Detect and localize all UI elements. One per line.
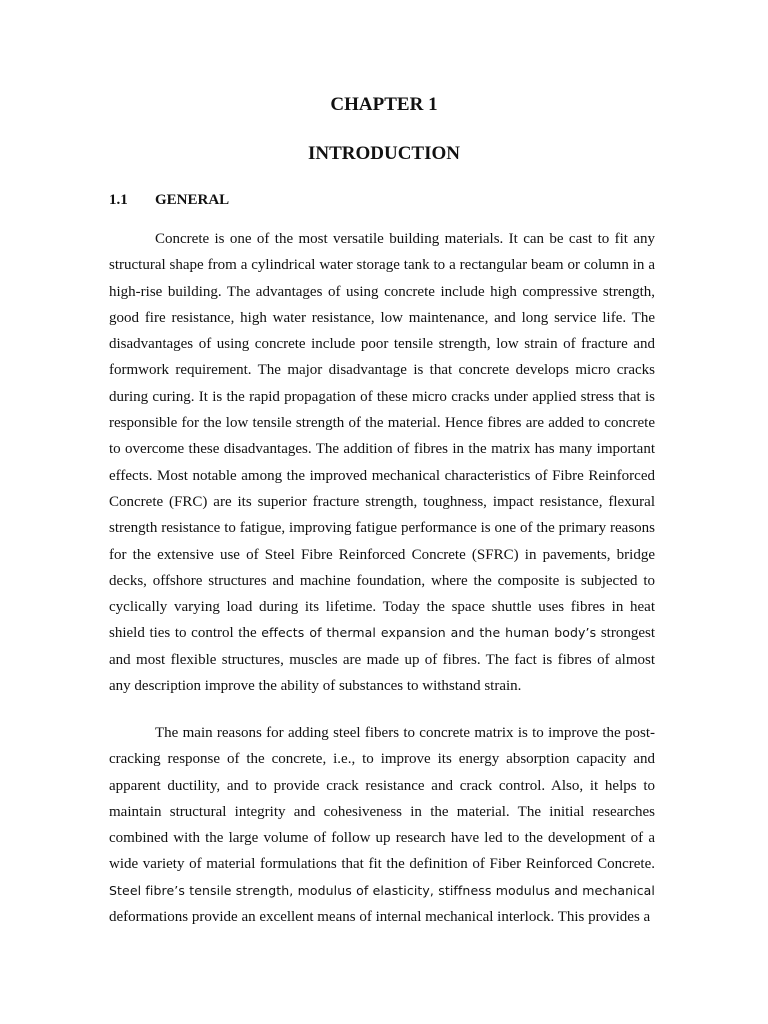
paragraph-1-sans-run: effects of thermal expansion and the human body’s — [261, 625, 597, 641]
paragraph-1-text-b: strongest and most flexible structures, muscles are made up of fibres. The fact is fibres of almost any description improve the ability of substances to withstand strain. — [109, 625, 655, 695]
paragraph-2-text-a: The main reasons for adding steel fibers to concrete matrix is to improve the post-cracking response of the concrete, i.e., to improve its energy absorption capacity and apparent ductility, and to provide crack resistance and crack control. Also, it helps to maintain structural integrity and cohesiveness in the material. The initial researches combined with the large volume of follow up research have led to the development of a wide variety of material formulations that fit the definition of Fiber Reinforced Concrete. — [109, 725, 655, 873]
paragraph-2-text-b: deformations provide an excellent means of internal mechanical interlock. This provides a — [109, 909, 651, 926]
paragraph-1 — [109, 226, 655, 699]
section-title: GENERAL — [155, 192, 230, 208]
section-number: 1.1 — [109, 192, 128, 208]
chapter-heading: CHAPTER 1 — [330, 94, 438, 115]
section-heading — [109, 189, 669, 211]
paragraph-2 — [109, 720, 655, 930]
paragraph-2-sans-run: Steel fibre’s tensile strength, modulus of elasticity, stiffness modulus and mechanical — [109, 882, 655, 898]
paragraph-1-text-a: Concrete is one of the most versatile building materials. It can be cast to fit any structural shape from a cylindrical water storage tank to a rectangular beam or column in a high-rise building. The advantages of using concrete include high compressive strength, good fire resistance, high water resistance, low maintenance, and long service life. The disadvantages of using concrete include poor tensile strength, low strain of fracture and formwork requirement. The major disadvantage is that concrete develops micro cracks during curing. It is the rapid propagation of these micro cracks under applied stress that is responsible for the low tensile strength of the material. Hence fibres are added to concrete to overcome these disadvantages. The addition of fibres in the matrix has many important effects. Most notable among the improved mechanical characteristics of Fibre Reinforced Concrete (FRC) are its superior fracture strength, toughness, impact resistance, flexural strength resistance to fatigue, improving fatigue performance is one of the primary reasons for the extensive use of Steel Fibre Reinforced Concrete (SFRC) in pavements, bridge decks, offshore structures and machine foundation, where the composite is subjected to cyclically varying load during its lifetime. Today the space shuttle uses fibres in heat shield ties to control the — [109, 231, 655, 642]
chapter-title: INTRODUCTION — [307, 143, 461, 164]
